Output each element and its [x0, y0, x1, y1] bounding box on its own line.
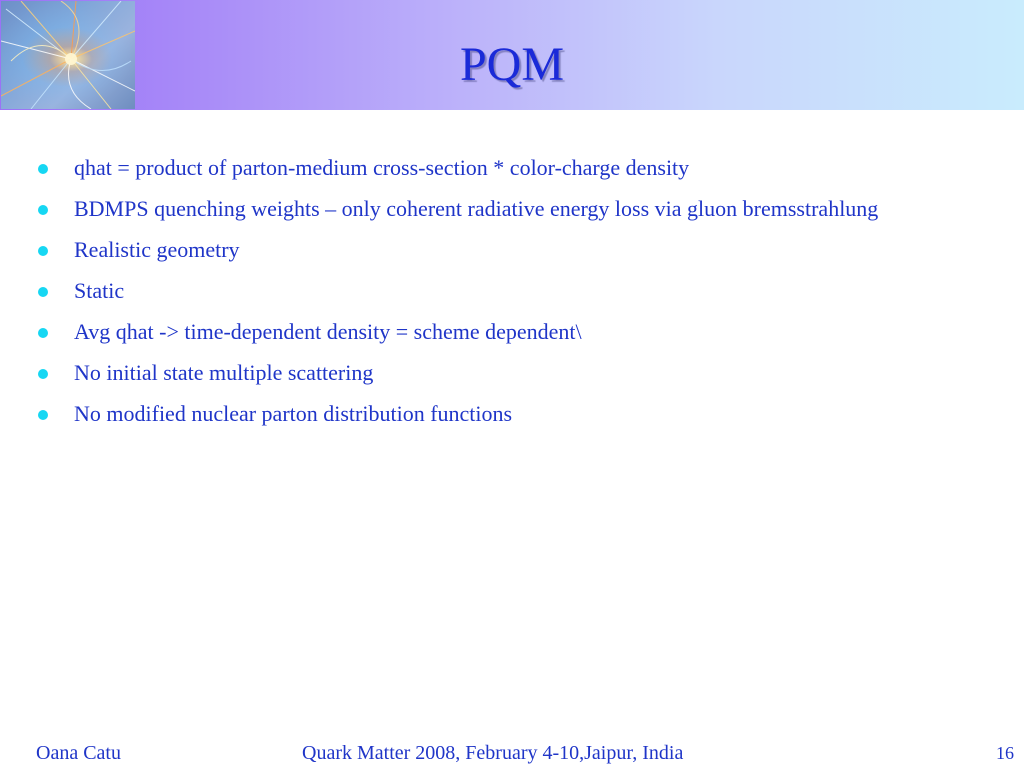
bullet-dot-icon [38, 328, 48, 338]
bullet-item [38, 316, 978, 347]
footer-page-number: 16 [996, 743, 1014, 763]
bullet-dot-icon [38, 410, 48, 420]
bullet-list [38, 152, 978, 439]
bullet-item [38, 398, 978, 429]
bullet-item [38, 234, 978, 265]
bullet-dot-icon [38, 164, 48, 174]
bullet-item [38, 357, 978, 388]
bullet-item [38, 275, 978, 306]
bullet-dot-icon [38, 287, 48, 297]
bullet-text: Avg qhat -> time-dependent density = scheme dependent\ [74, 319, 582, 344]
bullet-dot-icon [38, 246, 48, 256]
bullet-dot-icon [38, 205, 48, 215]
bullet-text: No initial state multiple scattering [74, 360, 374, 385]
bullet-text: Realistic geometry [74, 237, 240, 262]
bullet-dot-icon [38, 369, 48, 379]
bullet-item [38, 193, 978, 224]
bullet-text: qhat = product of parton-medium cross-section * color-charge density [74, 155, 690, 180]
footer-conference: Quark Matter 2008, February 4-10,Jaipur, India [302, 742, 684, 764]
bullet-text: BDMPS quenching weights – only coherent radiative energy loss via gluon bremsstrahlung [74, 196, 879, 221]
bullet-text: Static [74, 278, 125, 303]
bullet-item [38, 152, 978, 183]
slide-title: PQM [459, 38, 565, 91]
footer-author: Oana Catu [36, 742, 121, 764]
bullet-text: No modified nuclear parton distribution functions [74, 401, 513, 426]
